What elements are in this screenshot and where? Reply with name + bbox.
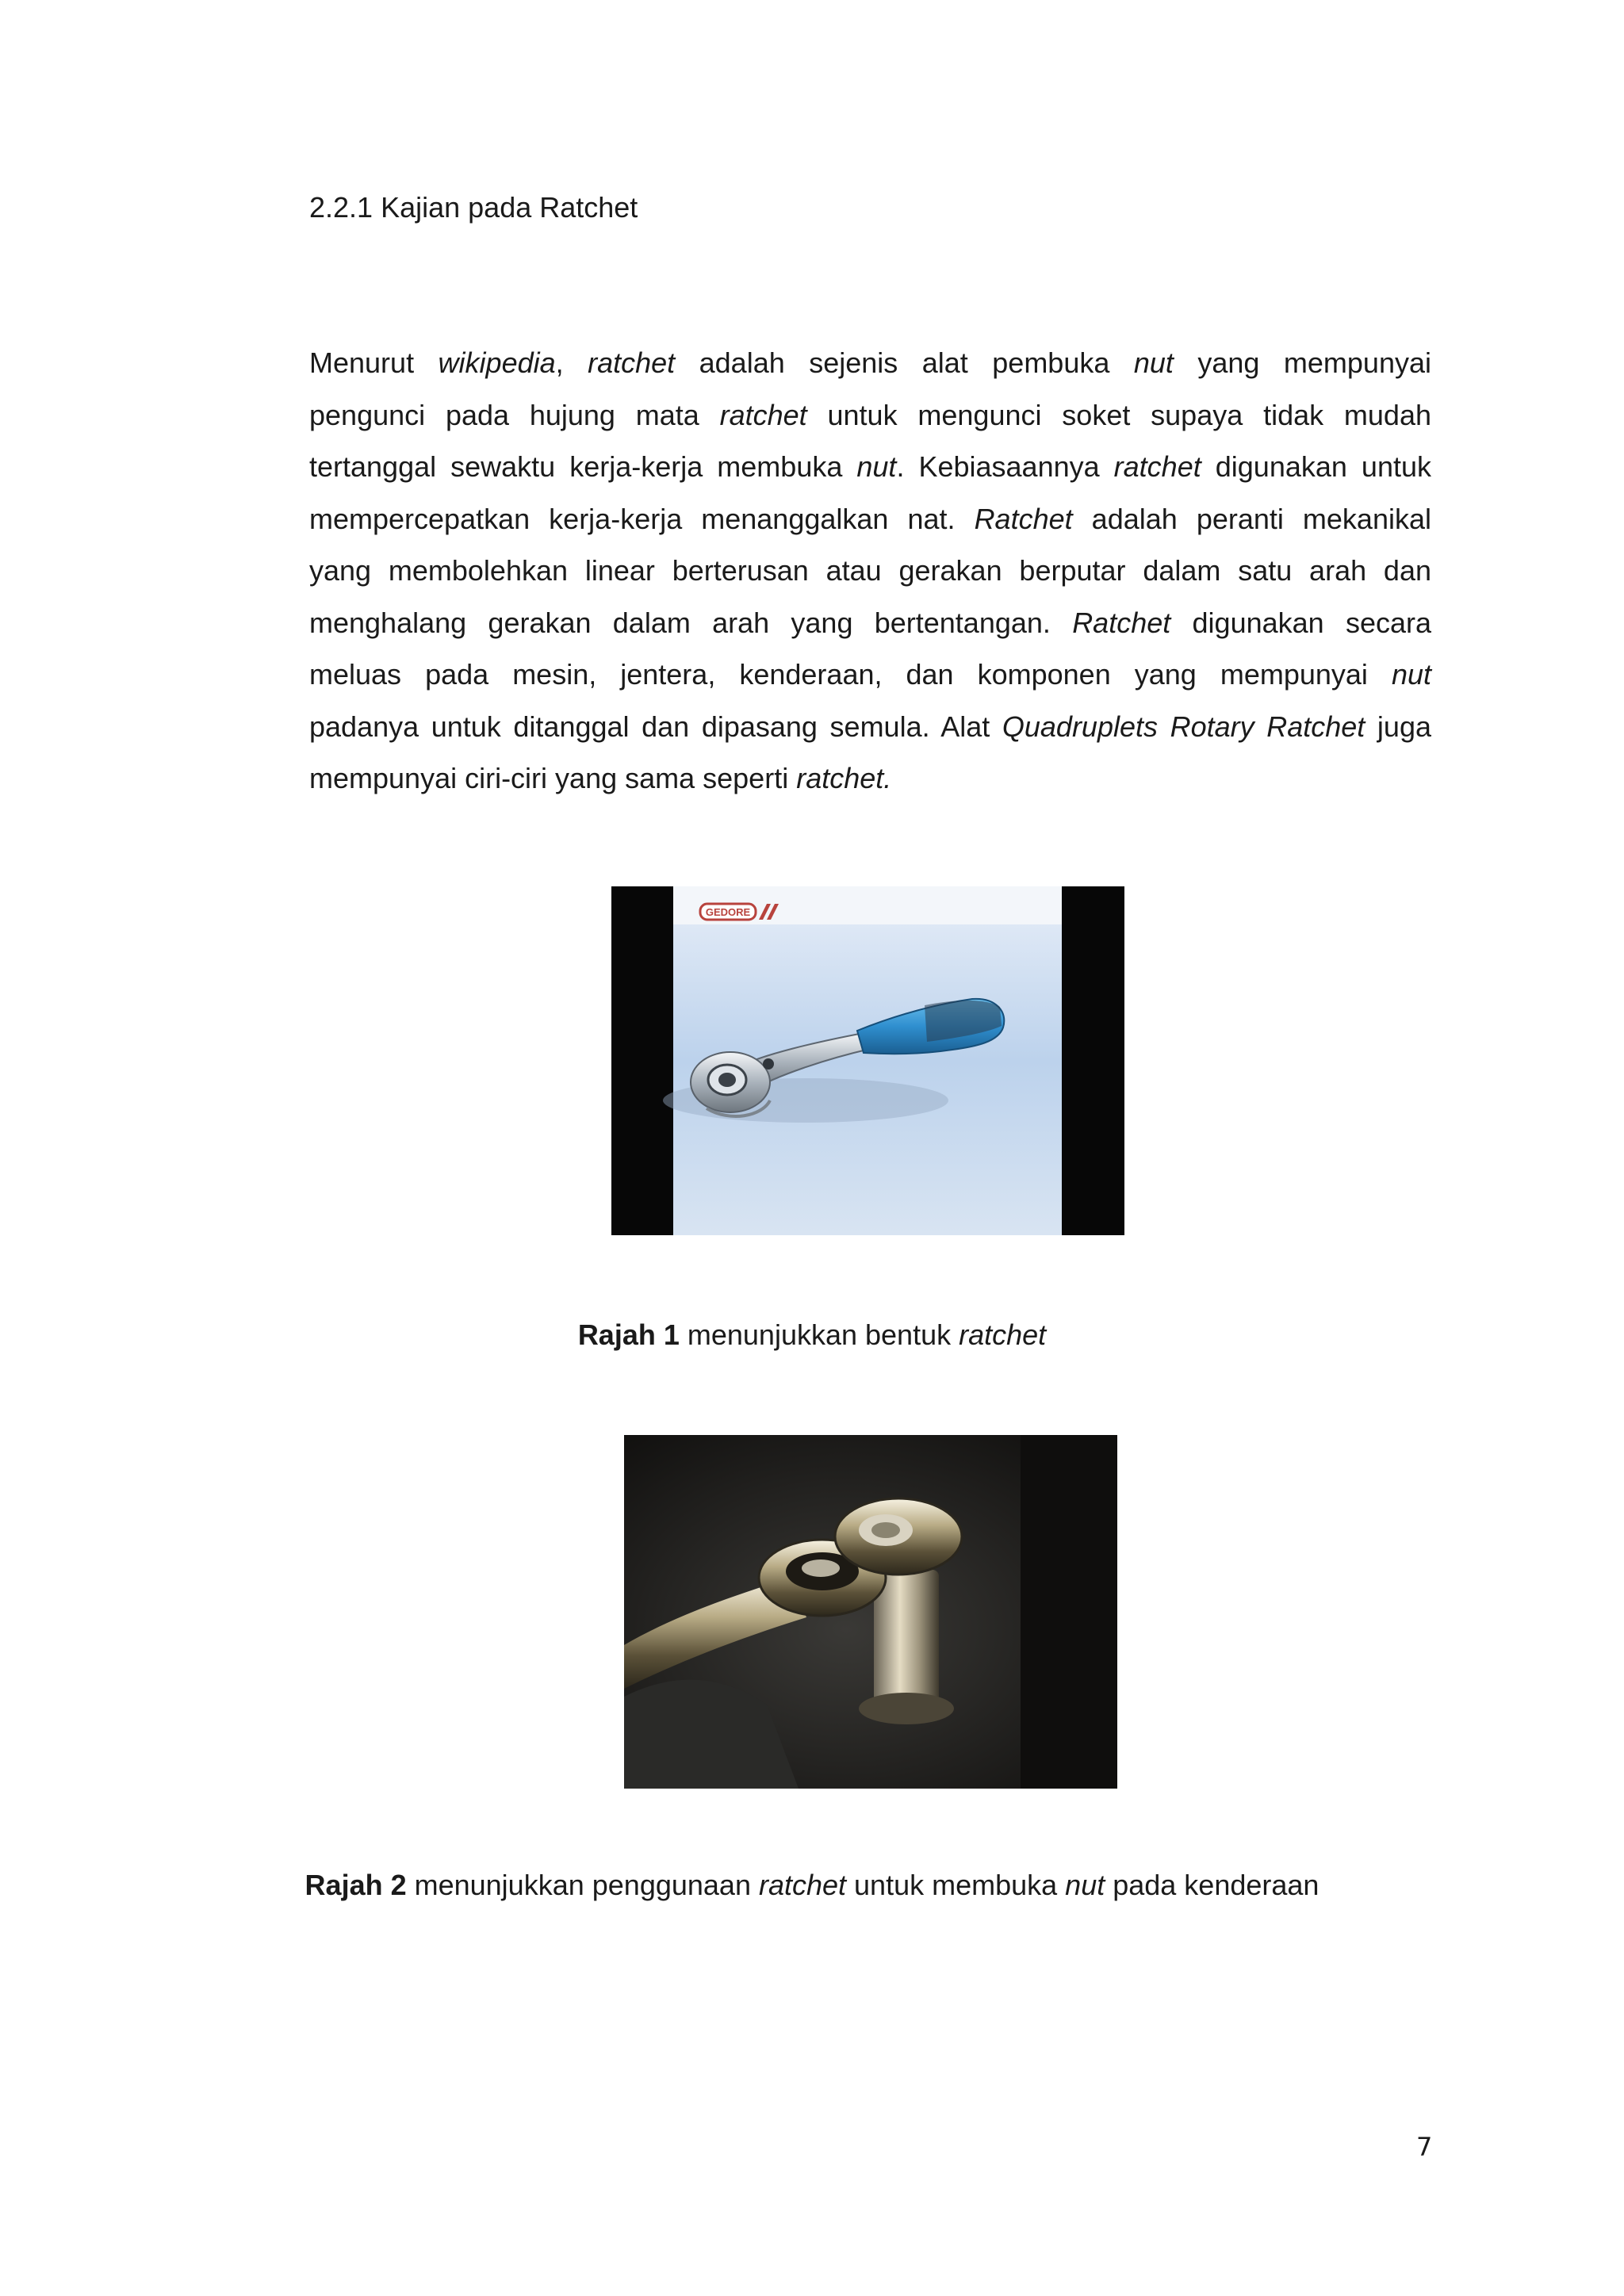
paragraph-line-7: meluas pada mesin, jentera, kenderaan, dan komponen yang mempunyai nut bbox=[309, 658, 1431, 691]
paragraph-line-4: mempercepatkan kerja-kerja menanggalkan nat. Ratchet adalah peranti mekanikal bbox=[309, 502, 1431, 535]
figure-1-ratchet-image bbox=[611, 886, 1124, 1235]
body-paragraph bbox=[309, 337, 1431, 805]
paragraph-line-9: mempunyai ciri-ciri yang sama seperti ratchet. bbox=[309, 762, 892, 794]
paragraph-line-6: menghalang gerakan dalam arah yang bertentangan. Ratchet digunakan secara bbox=[309, 606, 1431, 639]
paragraph-line-8: padanya untuk ditanggal dan dipasang semula. Alat Quadruplets Rotary Ratchet juga bbox=[309, 710, 1431, 743]
figure-2-caption: Rajah 2 menunjukkan penggunaan ratchet untuk membuka nut pada kenderaan bbox=[304, 1869, 1320, 1901]
paragraph-line-3: tertanggal sewaktu kerja-kerja membuka nut. Kebiasaannya ratchet digunakan untuk bbox=[309, 450, 1431, 483]
figure-1-caption: Rajah 1 menunjukkan bentuk ratchet bbox=[577, 1318, 1047, 1351]
figure-2-ratchet-in-use-photo bbox=[624, 1435, 1117, 1789]
paragraph-line-1: Menurut wikipedia, ratchet adalah sejenis alat pembuka nut yang mempunyai bbox=[309, 346, 1431, 379]
paragraph-line-2: pengunci pada hujung mata ratchet untuk mengunci soket supaya tidak mudah bbox=[309, 398, 1432, 431]
page-number: 7 bbox=[1416, 2132, 1433, 2162]
section-heading: 2.2.1 Kajian pada Ratchet bbox=[309, 191, 638, 224]
gedore-logo-text: GEDORE bbox=[705, 906, 751, 918]
paragraph-line-5: yang membolehkan linear berterusan atau gerakan berputar dalam satu arah dan bbox=[309, 554, 1431, 587]
